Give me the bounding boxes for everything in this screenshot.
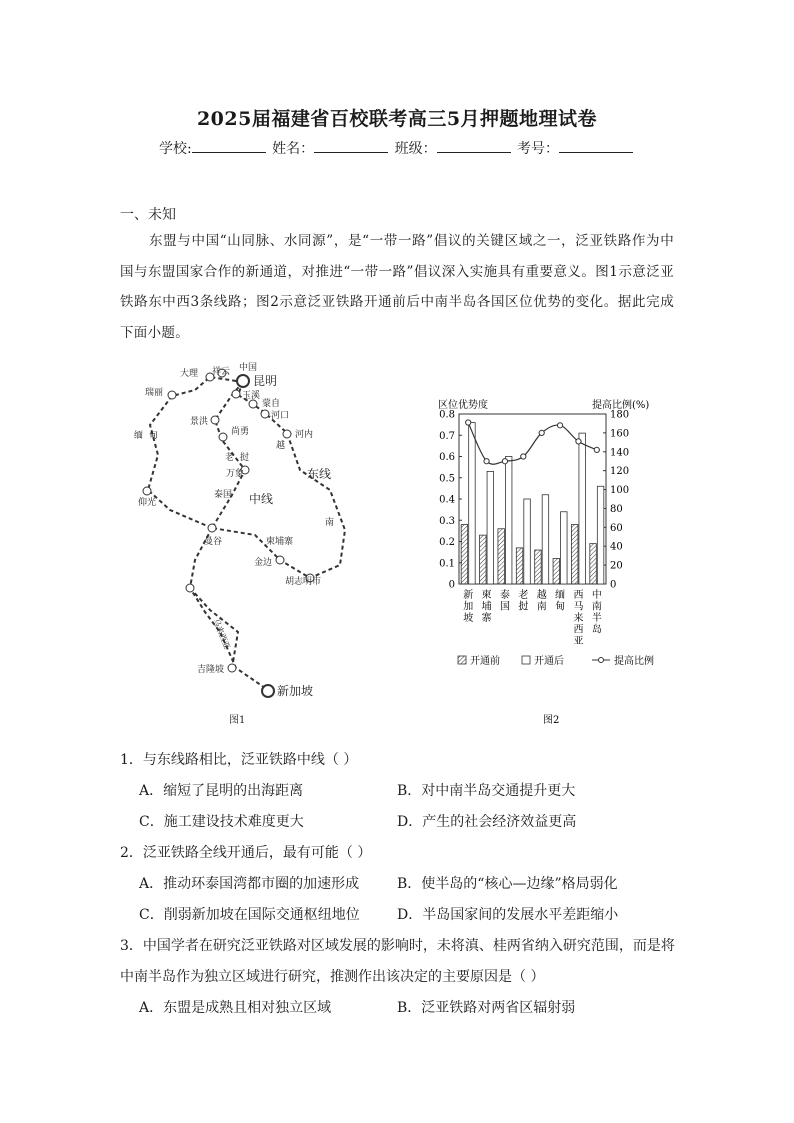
category-label: 越南 [536, 590, 547, 613]
exam-title: 2025届福建省百校联考高三5月押题地理试卷 [196, 108, 598, 130]
class-label: 班级： [394, 141, 437, 157]
map-label-thailand: 泰国 [214, 490, 233, 500]
bar-before [571, 525, 578, 585]
map-label-singapore: 新加坡 [277, 684, 314, 698]
chart-legend [458, 654, 654, 667]
station-singapore [262, 685, 274, 697]
category-label: 泰国 [499, 590, 510, 613]
bar-before [535, 550, 542, 584]
station-hekou [261, 410, 269, 418]
y-left-tick-label: 0.2 [439, 537, 455, 548]
map-label-kunming: 昆明 [253, 374, 278, 388]
y-left-tick-label: 0.8 [439, 409, 455, 421]
q2-option-b[interactable]: B．使半岛的“核心—边缘”格局弱化 [397, 876, 618, 892]
section-title: 一、未知 [120, 207, 176, 223]
map-label-xiangyun: 祥云 [212, 367, 231, 377]
map-label-yangon: 仰光 [138, 498, 157, 508]
map-label-china: 中国 [239, 363, 258, 373]
map-label-mengzi: 蒙自 [262, 399, 281, 409]
name-label: 姓名： [272, 141, 315, 157]
y-left-tick-label: 0.1 [439, 558, 455, 570]
map-label-hekou: 河口 [271, 411, 290, 421]
y-right-tick-label: 180 [610, 409, 630, 421]
map-label-middle-line: 中线 [249, 492, 274, 506]
station-bangkok [208, 524, 216, 532]
y-right-tick-label: 120 [610, 466, 630, 478]
bar-after [597, 486, 604, 584]
question-2-stem: 2．泛亚铁路全线开通后，最有可能（ ） [120, 845, 372, 861]
map-label-myanmar: 缅甸 [134, 431, 165, 441]
map-label-vietnam: 越 [276, 441, 286, 451]
bar-before [553, 559, 560, 585]
bar-before [498, 529, 505, 584]
school-label: 学校: [158, 141, 192, 157]
ratio-point [521, 454, 526, 459]
ratio-point [576, 439, 581, 444]
y-right-tick-label: 40 [610, 541, 623, 553]
ratio-point [484, 459, 489, 464]
station-kunming [237, 375, 249, 387]
legend-label-ratio: 提高比例 [614, 656, 654, 667]
bar-after [487, 471, 494, 584]
q1-option-d[interactable]: D．产生的社会经济效益更高 [397, 814, 577, 830]
name-blank[interactable] [314, 138, 388, 153]
map-label-hanoi: 河内 [295, 430, 314, 440]
bar-after [542, 495, 549, 584]
category-label: 中南半岛 [591, 590, 602, 636]
figure-1-caption: 图1 [229, 715, 246, 726]
map-label-dali: 大理 [180, 369, 199, 379]
bar-before [516, 548, 523, 584]
exam-number-blank[interactable] [559, 138, 633, 153]
station-ruili [168, 391, 176, 399]
station-jinghong [211, 416, 219, 424]
map-label-kl: 吉隆坡 [197, 665, 225, 675]
bar-after [469, 423, 476, 585]
y-left-tick-label: 0.7 [439, 430, 455, 442]
map-label-malaysia: 马来西亚 [211, 617, 232, 651]
question-3-stem-line1: 3．中国学者在研究泛亚铁路对区域发展的影响时，未将滇、桂两省纳入研究范围，而是将 [120, 938, 675, 954]
map-label-vietnam-2: 南 [325, 518, 335, 528]
map-label-ruili: 瑞丽 [145, 388, 164, 398]
station-hanoi [283, 430, 291, 438]
y-right-tick-label: 140 [610, 447, 630, 459]
figure-1-map [130, 358, 370, 738]
station-south-junction [186, 584, 194, 592]
station-kl [228, 664, 236, 672]
q3-option-b[interactable]: B．泛亚铁路对两省区辐射弱 [397, 1000, 576, 1016]
bar-after [561, 512, 568, 584]
bar-before [461, 525, 468, 585]
category-label: 西马来西亚 [573, 590, 584, 647]
ratio-point [557, 423, 562, 428]
legend-swatch-ratio-marker [599, 658, 604, 663]
map-label-phnompenh: 金边 [254, 558, 273, 568]
y-right-tick-label: 80 [610, 503, 623, 515]
bar-before [480, 535, 487, 584]
map-label-shangyong: 尚勇 [231, 427, 250, 437]
y-left-tick-label: 0.3 [439, 515, 455, 527]
legend-label-after: 开通后 [534, 656, 564, 667]
q2-option-d[interactable]: D．半岛国家间的发展水平差距缩小 [397, 907, 619, 923]
map-label-jinghong: 景洪 [190, 417, 209, 427]
ratio-point [594, 447, 599, 452]
category-label: 新加坡 [463, 590, 474, 624]
ratio-point [539, 430, 544, 435]
map-label-hcmc: 胡志明市 [285, 577, 322, 587]
legend-swatch-before [458, 656, 466, 664]
bar-before [590, 544, 597, 584]
category-label: 老挝 [518, 590, 529, 613]
category-label: 柬埔寨 [481, 590, 492, 624]
category-label: 缅甸 [555, 590, 566, 613]
legend-label-before: 开通前 [470, 656, 500, 667]
y-left-tick-label: 0.4 [439, 494, 455, 506]
map-label-cambodia: 柬埔寨 [266, 537, 294, 547]
school-blank[interactable] [192, 138, 266, 153]
legend-swatch-after [522, 656, 530, 664]
bar-after [524, 499, 531, 584]
class-blank[interactable] [437, 138, 511, 153]
station-mengzi [249, 400, 257, 408]
station-shangyong [219, 433, 227, 441]
figure-2-chart [430, 390, 670, 735]
y-left-tick-label: 0 [448, 579, 455, 591]
y-left-tick-label: 0.5 [439, 473, 455, 485]
q1-option-b[interactable]: B．对中南半岛交通提升更大 [397, 783, 576, 799]
figure-2-caption: 图2 [543, 715, 560, 726]
q2-option-a[interactable]: A．推动环泰国湾都市圈的加速形成 [139, 876, 360, 892]
q2-option-c[interactable]: C．削弱新加坡在国际交通枢纽地位 [139, 907, 360, 923]
student-info-line [0, 138, 794, 158]
bar-after [505, 457, 512, 585]
ratio-point [502, 459, 507, 464]
y-right-tick-label: 100 [610, 485, 630, 497]
station-yuxi [232, 390, 240, 398]
y-right-tick-label: 160 [610, 428, 630, 440]
intro-paragraph: 东盟与中国“山同脉、水同源”，是“一带一路”倡议的关键区域之一，泛亚铁路作为中国与东盟国家合作的新通道，对推进“一带一路”倡议深入实施具有重要意义。图1示意泛亚铁路东中西3条线路；图2示意泛亚铁路开通前后中南半岛各国区位优势的变化。据此完成下面小题。 [120, 233, 674, 341]
ratio-point [466, 420, 471, 425]
map-label-laos: 老挝 [225, 453, 256, 463]
map-label-vientiane: 万象 [226, 469, 245, 479]
question-1-stem: 1．与东线路相比，泛亚铁路中线（ ） [120, 752, 358, 768]
y-right-tick-label: 0 [610, 579, 617, 591]
y-right-tick-label: 60 [610, 522, 623, 534]
station-phnompenh [276, 556, 284, 564]
q1-option-c[interactable]: C．施工建设技术难度更大 [139, 814, 304, 830]
map-label-bangkok: 曼谷 [204, 537, 223, 547]
bar-after [579, 433, 586, 584]
station-yangon [143, 487, 151, 495]
y-axis-left-label: 区位优势度 [438, 400, 488, 411]
question-3-stem-line2: 中南半岛作为独立区域进行研究，推测作出该决定的主要原因是（ ） [120, 969, 545, 985]
y-left-tick-label: 0.6 [439, 452, 455, 463]
map-label-east-line: 东线 [307, 467, 332, 481]
map-label-yuxi: 玉溪 [242, 391, 261, 401]
q3-option-a[interactable]: A．东盟是成熟且相对独立区域 [139, 1000, 332, 1016]
q1-option-a[interactable]: A．缩短了昆明的出海距离 [139, 783, 304, 799]
y-axis-right-label: 提高比例(%) [592, 400, 650, 411]
y-right-tick-label: 20 [610, 560, 623, 572]
railway-routes [148, 377, 345, 690]
exam-number-label: 考号： [517, 141, 560, 157]
